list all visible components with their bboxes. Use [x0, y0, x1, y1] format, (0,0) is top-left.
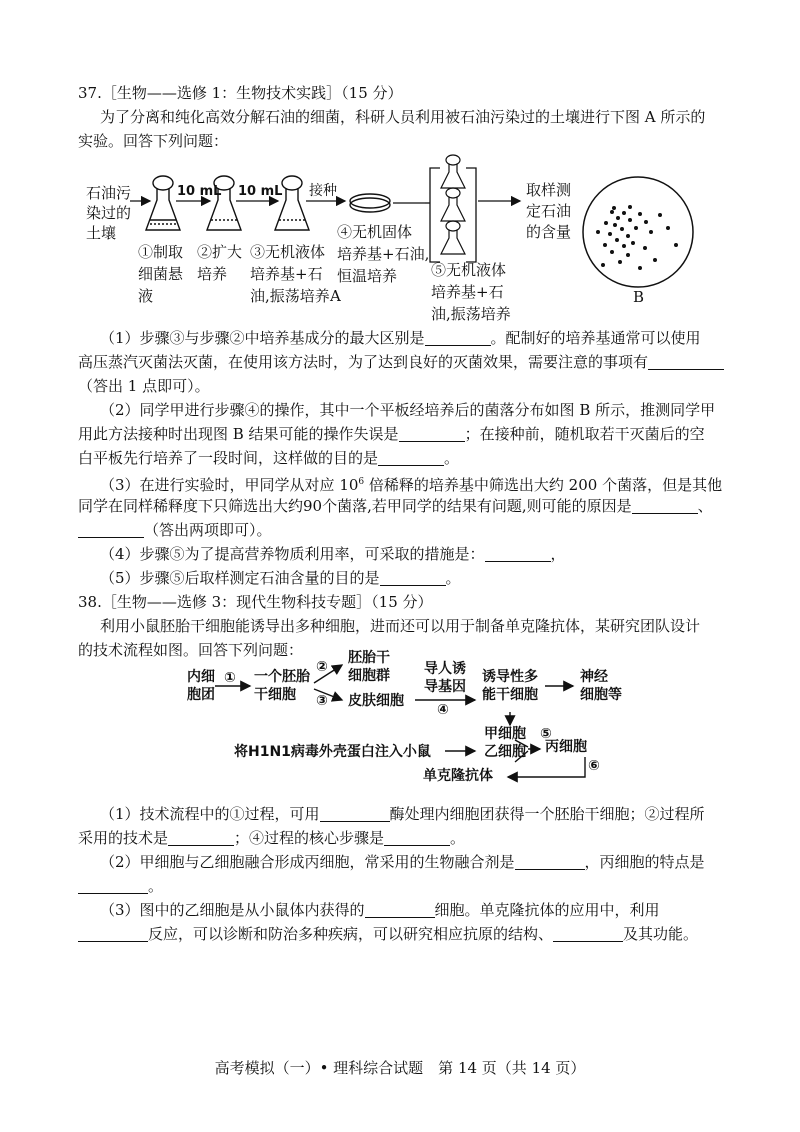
text: （1）技术流程中的①过程，可用 — [100, 805, 320, 823]
text: ；④过程的核心步骤是 — [234, 829, 385, 847]
text: （5）步骤⑤后取样测定石油含量的目的是 — [100, 569, 380, 587]
soil-label-line: 染过的 — [86, 204, 132, 222]
text: 。 — [450, 829, 466, 847]
text: 高压蒸汽灭菌法灭菌，在使用该方法时，为了达到良好的灭菌效果，需要注意的事项有 — [78, 353, 649, 371]
monoclonal-antibody-label: 单克隆抗体 — [423, 768, 493, 784]
flow-line: 内细 — [187, 669, 215, 685]
text: 细胞。单克隆抗体的应用中，利用 — [434, 901, 660, 919]
q37-sub1-end: （答出 1 点即可）。 — [78, 377, 210, 395]
flow-line: 胚胎干 — [348, 650, 390, 666]
ips-cell-label — [482, 668, 538, 704]
q38-sub2 — [100, 851, 705, 873]
flow-line: 导人诱 — [424, 661, 466, 677]
step3-line: 油,振荡培养 — [250, 287, 330, 305]
step3-marker: ③ — [316, 693, 328, 709]
arrow-label-10ml-1: 10 mL — [177, 184, 222, 199]
induce-gene-label — [424, 660, 466, 696]
soil-label-line: 石油污 — [86, 184, 132, 202]
measure-line: 定石油 — [526, 202, 572, 220]
text: 、 — [697, 497, 713, 515]
superscript: 6 — [358, 477, 365, 487]
step5-line: 油,振荡培养 — [431, 305, 511, 323]
step4-marker: ④ — [437, 702, 449, 718]
q38-sub3 — [100, 899, 660, 921]
step2-line: 培养 — [197, 265, 228, 283]
text: （2）甲细胞与乙细胞融合形成丙细胞，常采用的生物融合剂是 — [100, 853, 515, 871]
text: （3）在进行实验时，甲同学从对应 10 — [100, 476, 359, 494]
step2-line: ②扩大 — [197, 243, 243, 261]
flow-line: 神经 — [580, 669, 608, 685]
answer-blank[interactable] — [168, 829, 234, 846]
text: 。 — [148, 877, 164, 895]
step1-marker: ① — [224, 670, 236, 686]
measure-line: 的含量 — [526, 223, 572, 241]
step3-line: ③无机液体 — [250, 243, 326, 261]
text: 。 — [444, 449, 460, 467]
q38-sub2-cont — [78, 875, 163, 897]
flow-line: 干细胞 — [254, 687, 296, 703]
q37-header: 37.［生物——选修 1：生物技术实践］（15 分） — [78, 84, 403, 102]
text: （3）图中的乙细胞是从小鼠体内获得的 — [100, 901, 365, 919]
text: ；在接种前，随机取若干灭菌后的空 — [464, 425, 705, 443]
text: 倍稀释的培养基中筛选出大约 200 个菌落，但是其他 — [364, 476, 723, 494]
flow-line: 细胞群 — [348, 668, 390, 684]
step5-line: ⑤无机液体 — [431, 261, 507, 279]
text: （答出两项即可）。 — [144, 521, 272, 539]
step1-line: ①制取 — [138, 243, 184, 261]
measure-line: 取样测 — [526, 181, 572, 199]
answer-blank[interactable] — [78, 925, 148, 942]
q38-sub1-cont — [78, 827, 465, 849]
step4-line: 恒温培养 — [337, 267, 398, 285]
cell-jia-label: 甲细胞 — [484, 726, 526, 742]
text: ，丙细胞的特点是 — [584, 853, 705, 871]
flow-line: 诱导性多 — [482, 669, 538, 685]
figure-b-label: B — [633, 288, 645, 306]
answer-blank[interactable] — [365, 901, 435, 918]
text: 及其功能。 — [623, 925, 699, 943]
step6-marker: ⑥ — [588, 758, 600, 774]
text: 。配制好的培养基通常可以使用 — [490, 329, 701, 347]
stem-cell-group-label — [348, 649, 390, 685]
text: 白平板先行培养了一段时间，这样做的目的是 — [78, 449, 379, 467]
q37-intro: 为了分离和纯化高效分解石油的细菌，科研人员利用被石油污染过的土壤进行下图 A 所示的 — [100, 108, 706, 126]
arrow-label-10ml-2: 10 mL — [238, 184, 283, 199]
text: 用此方法接种时出现图 B 结果可能的操作失误是 — [78, 425, 399, 443]
q38-sub1 — [100, 803, 705, 825]
text: ， — [550, 545, 566, 563]
step1-line: 液 — [138, 287, 154, 305]
flow-line: 胞团 — [187, 687, 215, 703]
nerve-cell-label — [580, 668, 622, 704]
text: 反应，可以诊断和防治多种疾病，可以研究相应抗原的结构、 — [148, 925, 554, 943]
q37-sub2: （2）同学甲进行步骤④的操作，其中一个平板经培养后的菌落分布如图 B 所示，推测同学甲 — [100, 401, 716, 419]
answer-blank[interactable] — [384, 829, 450, 846]
text: 同学在同样稀释度下只筛选出大约90个菌落,若甲同学的结果有问题,则可能的原因是 — [78, 497, 632, 515]
q38-intro: 利用小鼠胚胎干细胞能诱导出多种细胞，进而还可以用于制备单克隆抗体，某研究团队设计 — [100, 617, 701, 635]
page-footer: 高考模拟（一）• 理科综合试题 第 14 页（共 14 页） — [214, 1059, 586, 1077]
answer-blank[interactable] — [553, 925, 623, 942]
q37-intro-cont: 实验。回答下列问题： — [78, 132, 229, 150]
cell-bing-label: 丙细胞 — [545, 739, 587, 755]
embryonic-stem-cell-label — [254, 668, 310, 704]
skin-cell-label: 皮肤细胞 — [348, 693, 404, 709]
flow-line: 导基因 — [424, 679, 466, 695]
answer-blank[interactable] — [515, 853, 585, 870]
step5-line: 培养基+石 — [431, 283, 504, 301]
text: （1）步骤③与步骤②中培养基成分的最大区别是 — [100, 329, 425, 347]
answer-blank[interactable] — [320, 805, 390, 822]
step1-line: 细菌悬 — [138, 265, 184, 283]
text: 采用的技术是 — [78, 829, 169, 847]
q38-intro-cont: 的技术流程如图。回答下列问题： — [78, 641, 304, 659]
step4-line: 培养基+石油, — [337, 245, 430, 263]
h1n1-injection-label: 将H1N1病毒外壳蛋白注入小鼠 — [234, 744, 431, 760]
flow-line: 细胞等 — [580, 687, 622, 703]
q38-header: 38.［生物——选修 3：现代生物科技专题］（15 分） — [78, 593, 433, 611]
step4-line: ④无机固体 — [337, 223, 413, 241]
step5-marker: ⑤ — [540, 726, 552, 742]
text: 酶处理内细胞团获得一个胚胎干细胞；②过程所 — [389, 805, 705, 823]
soil-label-line: 土壤 — [86, 224, 117, 242]
step3-line: 培养基+石 — [250, 265, 323, 283]
figure-a-label: A — [330, 287, 341, 305]
text: 。 — [445, 569, 461, 587]
step2-marker: ② — [316, 659, 328, 675]
flow-line: 能干细胞 — [482, 687, 538, 703]
answer-blank[interactable] — [78, 877, 148, 894]
flow-line: 一个胚胎 — [254, 669, 310, 685]
text: （4）步骤⑤为了提高营养物质利用率，可采取的措施是： — [100, 545, 485, 563]
inner-cell-mass-label — [187, 668, 215, 704]
arrow-label-inoculate: 接种 — [309, 183, 337, 199]
cell-yi-label: 乙细胞 — [484, 744, 526, 760]
q38-sub3-cont — [78, 923, 698, 945]
